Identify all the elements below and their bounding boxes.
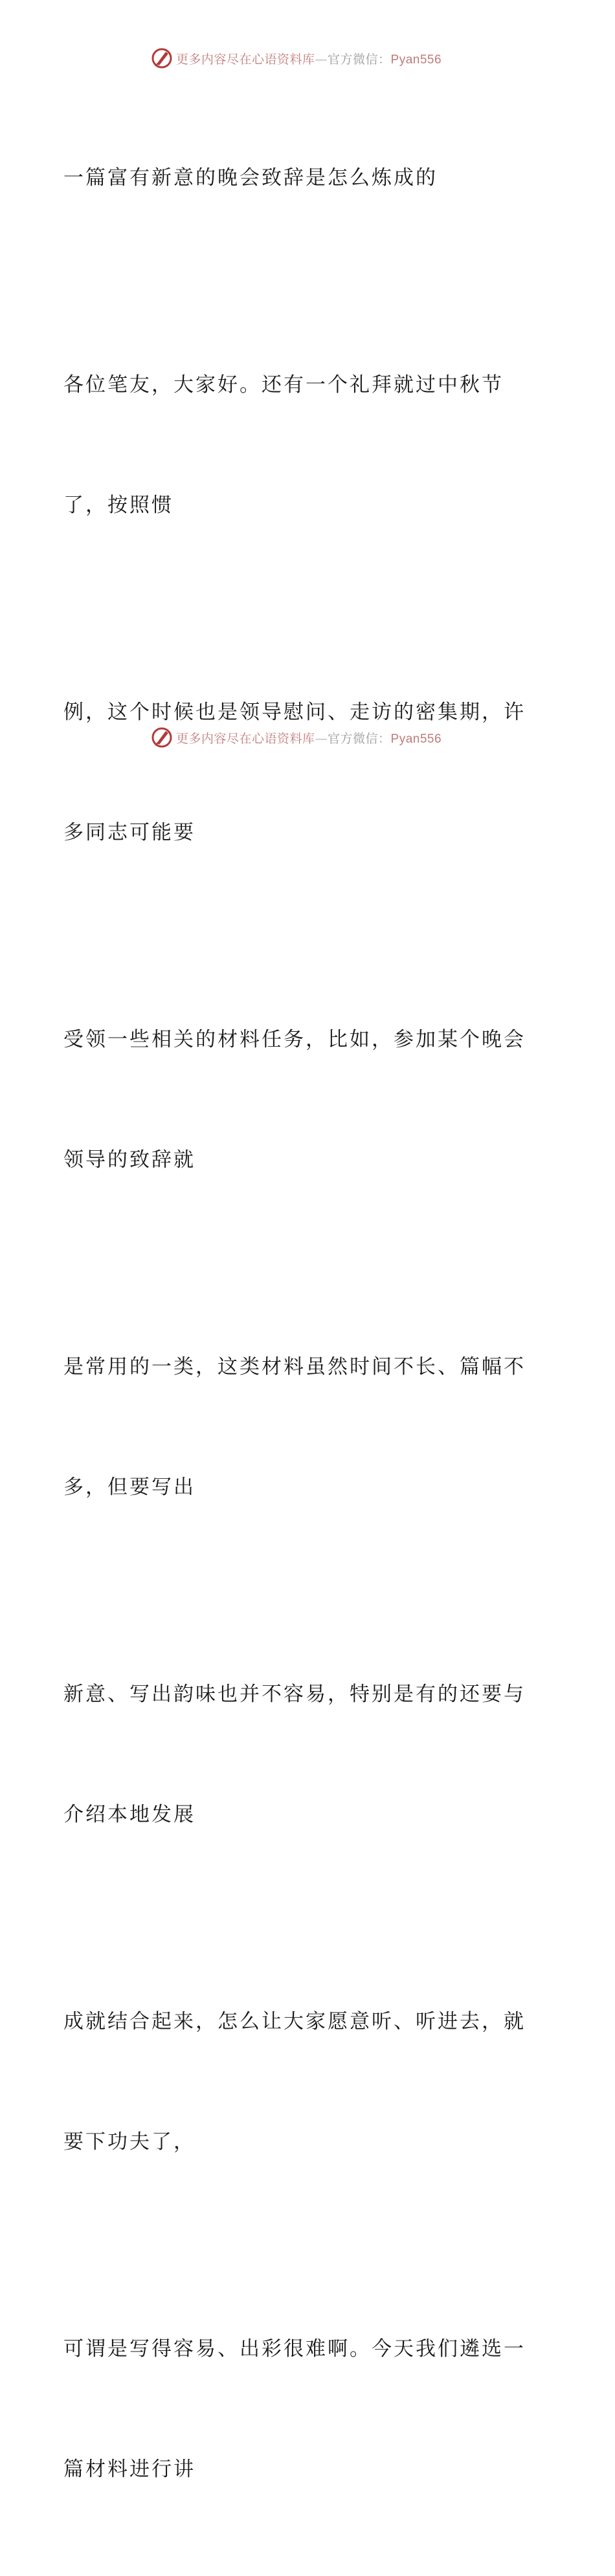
- document-body: [63, 78, 546, 2576]
- banner-prefix: 更多内容尽在心语资料库: [176, 731, 315, 746]
- banner-separator: —: [315, 52, 328, 67]
- banner-contact-label: 官方微信：: [328, 731, 391, 746]
- paragraph-line: 领导的致辞就: [63, 1148, 196, 1172]
- banner-text: [176, 50, 442, 67]
- paragraph-line: 介绍本地发展: [63, 1803, 196, 1826]
- paragraph: [63, 612, 546, 933]
- banner-separator: —: [315, 731, 328, 746]
- paragraph-line: 一篇富有新意的晚会致辞是怎么炼成的: [63, 166, 438, 190]
- paragraph-line: 新意、写出韵味也并不容易，特别是有的还要与: [63, 1683, 526, 1706]
- paragraph-line: 各位笔友，大家好。还有一个礼拜就过中秋节: [63, 373, 504, 397]
- footer-banner: [150, 725, 461, 750]
- paragraph-line: 受领一些相关的材料任务，比如，参加某个晚会: [63, 1028, 526, 1051]
- header-banner: [150, 45, 461, 71]
- paragraph-line: 篇材料进行讲: [63, 2458, 196, 2481]
- paragraph-line: 例，这个时候也是领导慰问、走访的密集期，许: [63, 701, 526, 724]
- quill-pen-logo-icon: [150, 47, 173, 70]
- paragraph-line: 可谓是写得容易、出彩很难啊。今天我们遴选一: [63, 2337, 526, 2361]
- banner-contact-label: 官方微信：: [328, 52, 391, 67]
- paragraph: [63, 1594, 546, 1915]
- paragraph: [63, 2249, 546, 2570]
- paragraph: [63, 285, 546, 606]
- quill-pen-logo-icon: [150, 726, 173, 749]
- paragraph: [63, 1921, 546, 2242]
- paragraph-title: [63, 78, 546, 278]
- paragraph-line: 要下功夫了，: [63, 2130, 196, 2154]
- banner-wechat-id: Pyan556: [390, 732, 442, 746]
- banner-text: [176, 729, 442, 747]
- paragraph: [63, 1267, 546, 1588]
- paragraph-line: 是常用的一类，这类材料虽然时间不长、篇幅不: [63, 1355, 526, 1379]
- banner-wechat-id: Pyan556: [390, 52, 442, 67]
- paragraph-line: 成就结合起来，怎么让大家愿意听、听进去，就: [63, 2010, 526, 2033]
- paragraph-line: 多同志可能要: [63, 821, 196, 844]
- banner-prefix: 更多内容尽在心语资料库: [176, 52, 315, 67]
- paragraph-line: 多，但要写出: [63, 1476, 196, 1499]
- paragraph: [63, 939, 546, 1260]
- paragraph-line: 了，按照惯: [63, 494, 173, 517]
